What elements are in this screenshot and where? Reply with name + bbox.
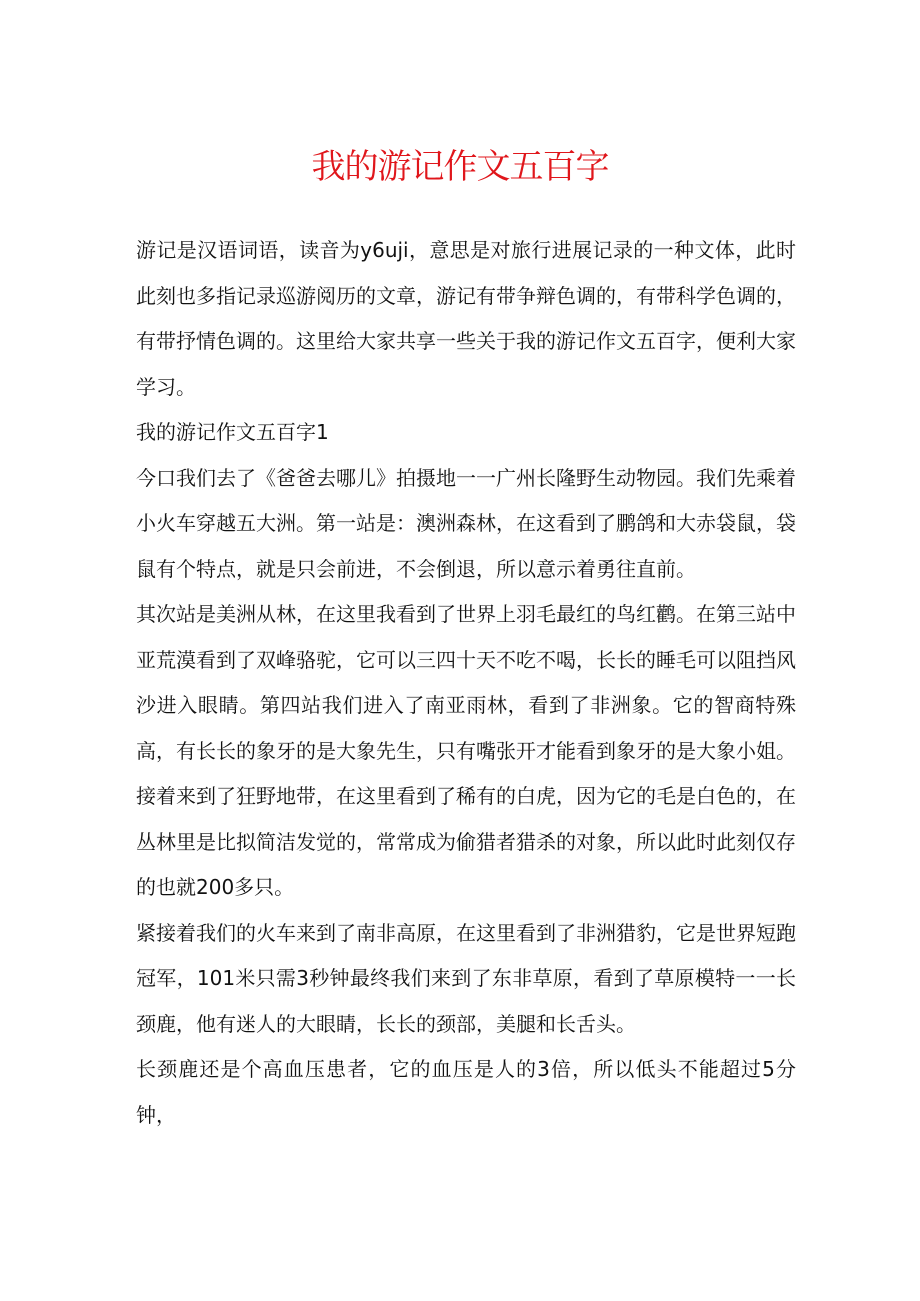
document-title: 我的游记作文五百字 [311, 147, 609, 187]
section-heading: 我的游记作文五百字1 [136, 420, 329, 444]
paragraph: 长颈鹿还是个高血压患者，它的血压是人的3倍，所以低头不能超过5分钟， [136, 1057, 796, 1127]
document-body [136, 228, 796, 1138]
paragraph: 接着来到了狂野地带，在这里看到了稀有的白虎，因为它的毛是白色的，在丛林里是比拟简洁发觉的，常常成为偷猎者猎杀的对象，所以此时此刻仅存的也就200多只。 [136, 784, 796, 899]
paragraph: 紧接着我们的火车来到了南非高原，在这里看到了非洲猎豹，它是世界短跑冠军，101米只需3秒钟最终我们来到了东非草原，看到了草原模特一一长颈鹿，他有迷人的大眼睛，长长的颈部，美腿和长舌头。 [136, 920, 796, 1036]
paragraph-intro: 游记是汉语词语，读音为y6uji，意思是对旅行进展记录的一种文体，此时此刻也多指记录巡游阅历的文章，游记有带争辩色调的，有带科学色调的，有带抒情色调的。这里给大家共享一些关于我的游记作文五百字，便利大家学习。 [136, 238, 796, 399]
paragraph: 其次站是美洲从林，在这里我看到了世界上羽毛最红的鸟红鹳。在第三站中亚荒漠看到了双峰骆驼，它可以三四十天不吃不喝，长长的睡毛可以阻挡风沙进入眼睛。第四站我们进入了南亚雨林，看到了非洲象。它的智商特殊高，有长长的象牙的是大象先生，只有嘴张开才能看到象牙的是大象小姐。 [136, 602, 796, 763]
paragraph: 今口我们去了《爸爸去哪儿》拍摄地一一广州长隆野生动物园。我们先乘着小火车穿越五大洲。第一站是：澳洲森林，在这看到了鹏鸽和大赤袋鼠，袋鼠有个特点，就是只会前进，不会倒退，所以意示着勇往直前。 [136, 465, 796, 581]
